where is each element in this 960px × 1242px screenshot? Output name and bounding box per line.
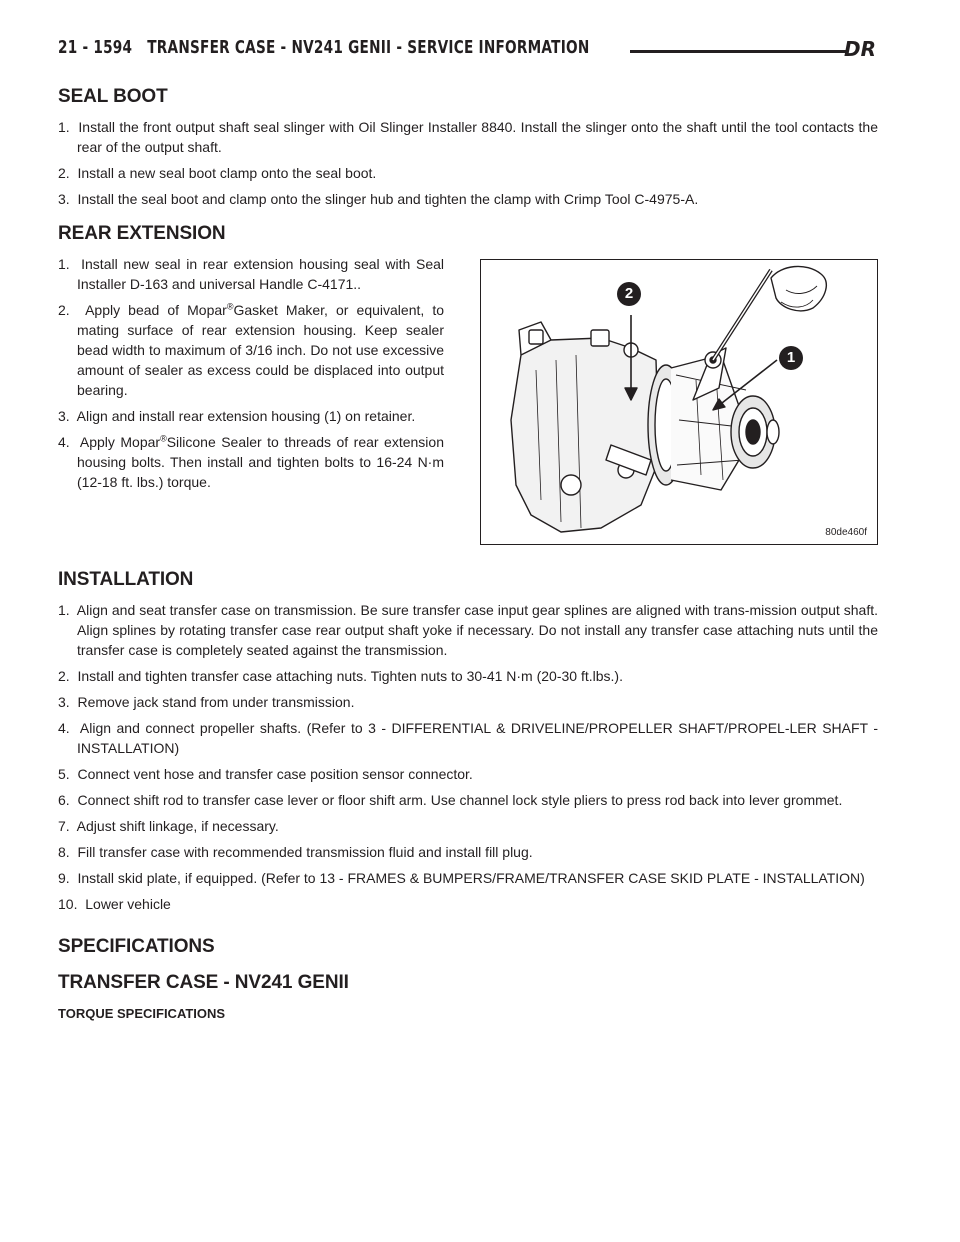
list-item: 10. Lower vehicle xyxy=(58,896,171,912)
list-item: 2. Install and tighten transfer case attaching nuts. Tighten nuts to 30-41 N·m (20-30 ft.lbs.). xyxy=(58,668,623,684)
list-item: 1. Install the front output shaft seal slinger with Oil Slinger Installer 8840. Install the slinger onto the shaft until the tool contacts the rear of the output shaft. xyxy=(58,119,878,155)
callout-1: 1 xyxy=(779,346,803,370)
callout-2: 2 xyxy=(617,282,641,306)
list-item: 7. Adjust shift linkage, if necessary. xyxy=(58,818,279,834)
list-item: 3. Install the seal boot and clamp onto the slinger hub and tighten the clamp with Crimp Tool C-4975-A. xyxy=(58,191,699,207)
rear-extension-heading: REAR EXTENSION xyxy=(58,223,226,244)
page-number: 21 - 1594 xyxy=(58,38,133,58)
list-item: 3. Align and install rear extension housing (1) on retainer. xyxy=(58,408,416,424)
header-rule xyxy=(630,50,848,53)
specifications-heading: SPECIFICATIONS xyxy=(58,936,215,957)
list-item: 1. Install new seal in rear extension housing seal with Seal Installer D-163 and universal Handle C-4171.. xyxy=(58,256,444,292)
list-item xyxy=(58,300,444,400)
manual-section-title: TRANSFER CASE - NV241 GENII - SERVICE INFORMATION xyxy=(147,38,590,58)
installation-section xyxy=(58,569,878,914)
installation-heading: INSTALLATION xyxy=(58,569,194,590)
installation-steps xyxy=(58,600,878,914)
list-item: 1. Align and seat transfer case on transmission. Be sure transfer case input gear splines are aligned with trans-mission output shaft. Align splines by rotating transfer case rear output shaft yoke if necessary. Do not install any transfer case attaching nuts until the transfer case is completely seated against the transmission. xyxy=(58,602,878,658)
list-item: 6. Connect shift rod to transfer case lever or floor shift arm. Use channel lock style pliers to press rod back into lever grommet. xyxy=(58,792,843,808)
list-item: 5. Connect vent hose and transfer case position sensor connector. xyxy=(58,766,473,782)
registered-mark: ® xyxy=(160,433,167,444)
list-item: 4. Align and connect propeller shafts. (Refer to 3 - DIFFERENTIAL & DRIVELINE/PROPELLER SHAFT/PROPEL-LER SHAFT - INSTALLATION) xyxy=(58,720,878,756)
rear-extension-figure xyxy=(480,259,878,545)
seal-boot-steps xyxy=(58,117,878,209)
list-item: 2. Install a new seal boot clamp onto the seal boot. xyxy=(58,165,377,181)
page-content xyxy=(58,86,878,1035)
step-text: Silicone Sealer to threads of rear extension housing bolts. Then install and tighten bolts to 16-24 N·m (12-18 ft. lbs.) torque. xyxy=(77,434,444,490)
page-header-title xyxy=(58,38,590,58)
rear-extension-section xyxy=(58,223,878,555)
list-item xyxy=(58,432,444,492)
registered-mark: ® xyxy=(226,301,234,312)
step-text: 2. Apply bead of Mopar xyxy=(58,302,227,318)
specifications-subheading: TRANSFER CASE - NV241 GENII xyxy=(58,972,349,993)
seal-boot-heading: SEAL BOOT xyxy=(58,86,168,107)
rear-extension-text xyxy=(58,254,444,492)
specifications-section xyxy=(58,936,878,1021)
rear-extension-steps xyxy=(58,254,444,492)
torque-specifications-heading: TORQUE SPECIFICATIONS xyxy=(58,1006,226,1021)
transfer-case-illustration xyxy=(481,260,877,544)
list-item: 9. Install skid plate, if equipped. (Refer to 13 - FRAMES & BUMPERS/FRAME/TRANSFER CASE SKID PLATE - INSTALLATION) xyxy=(58,870,865,886)
list-item: 3. Remove jack stand from under transmission. xyxy=(58,694,355,710)
page-header xyxy=(58,38,878,64)
list-item: 8. Fill transfer case with recommended transmission fluid and install fill plug. xyxy=(58,844,533,860)
step-text: 4. Apply Mopar xyxy=(58,434,161,450)
seal-boot-section xyxy=(58,86,878,209)
figure-code: 80de460f xyxy=(825,527,867,538)
step-text: Gasket Maker, or equivalent, to mating surface of rear extension housing. Keep sealer bead width to maximum of 3/16 inch. Do not use excessive amount of sealer as excess could be displaced into output bearing. xyxy=(77,302,445,398)
model-code: DR xyxy=(843,37,876,61)
